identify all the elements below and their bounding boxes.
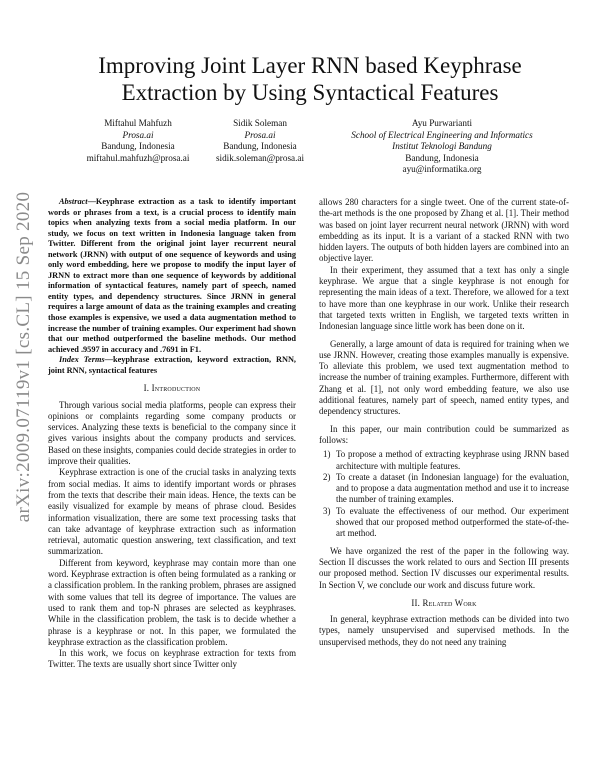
list-item — [319, 472, 569, 506]
author-email: ayu@informatika.org — [402, 164, 482, 175]
author-email: sidik.soleman@prosa.ai — [215, 152, 305, 163]
abstract — [48, 197, 296, 355]
paragraph: We have organized the rest of the paper in the following way. Section II discusses the work related to ours and Section III presents our proposed method. Section IV discusses our experimental results. In Section V, we conclude our work and discuss future work. — [319, 545, 569, 590]
left-column — [48, 197, 296, 671]
paragraph: Keyphrase extraction is one of the crucial tasks in analyzing texts from social medias. It aims to identify important words or phrases from the texts that describe their main ideas. Hence, the texts can be easily visualized for example by means of phrase cloud. Besides information visualization, there are some text processing tasks that can take advantage of keyphrase extraction such as information retrieval, automatic question answering, text classification, and text summarization. — [48, 467, 296, 557]
list-item-text: To create a dataset (in Indonesian language) for the evaluation, and to propose a data augmentation method and use it to increase the number of training examples. — [336, 471, 569, 505]
arxiv-stamp — [4, 192, 44, 522]
list-item-text: To propose a method of extracting keyphrase using JRNN based architecture with multiple features. — [336, 449, 569, 471]
section-number: I. — [143, 383, 152, 394]
section-title: Introduction — [151, 383, 201, 394]
contribution-list — [319, 449, 569, 539]
list-item-number: 3) — [323, 505, 331, 516]
list-item-number: 1) — [323, 449, 331, 460]
section-heading-introduction — [48, 383, 296, 394]
paragraph: Generally, a large amount of data is required for training when we use JRNN. However, creating those examples manually is expensive. To alleviate this problem, we used text augmentation method to increase the number of training examples. Furthermore, different with Zhang et al. [1], not only word embedding feature, we also use additional features, namely part of speech, named entity types, and dependency structures. — [319, 338, 569, 417]
author-affiliation-2: Institut Teknologi Bandung — [392, 141, 492, 152]
list-item-text: To evaluate the effectiveness of our method. Our experiment showed that our proposed method outperformed the state-of-the-art method. — [336, 505, 569, 539]
right-column — [319, 197, 569, 648]
author-block-3 — [322, 118, 562, 176]
section-title: Related Work — [422, 597, 477, 608]
list-item — [319, 449, 569, 472]
list-item-number: 2) — [323, 471, 331, 482]
index-terms-label: Index Terms — [59, 355, 105, 365]
arxiv-stamp-text: arXiv:2009.07119v1 [cs.CL] 15 Sep 2020 — [13, 191, 34, 523]
abstract-label: Abstract — [59, 197, 88, 206]
author-location: Bandung, Indonesia — [405, 152, 479, 163]
paragraph: Through various social media platforms, people can express their opinions or complaints regarding some company products or services. Analyzing these texts is beneficial to the company since it gives various insights about the company products and services. Based on these insights, companies could decide strategies in order to improve their qualities. — [48, 399, 296, 467]
abstract-text: —Keyphrase extraction as a task to identify important words or phrases from a text, is a crucial process to identify main topics when analyzing texts from a social media platform. In our study, we focus on text written in Indonesia language taken from Twitter. Different from the original joint layer recurrent neural network (JRNN) with output of one sequence of keywords and using only word embedding, here we propose to modify the input layer of JRNN to extract more than one sequence of keywords by additional information of syntactical features, namely part of speech, named entity types, and dependency structures. Since JRNN in general requires a large amount of data as the training examples and creating those examples is expensive, we used a data augmentation method to increase the number of training examples. Our experiment had shown that our method outperformed the baseline methods. Our method achieved .9597 in accuracy and .7691 in F1. — [48, 197, 296, 354]
author-name: Ayu Purwarianti — [411, 118, 473, 128]
author-location: Bandung, Indonesia — [101, 141, 175, 152]
author-email: miftahul.mahfuzh@prosa.ai — [86, 152, 190, 163]
author-block-2 — [205, 118, 315, 164]
paragraph: In this work, we focus on keyphrase extraction for texts from Twitter. The texts are usually short since Twitter only — [48, 648, 296, 670]
paragraph: Different from keyword, keyphrase may contain more than one word. Keyphrase extraction is often being formulated as a ranking or a classification problem. In the ranking problem, phrases are assigned with some values that tell its degree of importance. The values are used to rank them and top-N phrases are selected as keyphrases. While in the classification problem, the task is to decide whether a phrase is a keyphrase or not. In this paper, we formulated the keyphrase extraction as the classification problem. — [48, 557, 296, 647]
paragraph: In this paper, our main contribution could be summarized as follows: — [319, 423, 569, 445]
author-affiliation: Prosa.ai — [244, 129, 276, 140]
author-name: Miftahul Mahfuzh — [104, 118, 172, 128]
section-heading-related-work — [319, 598, 569, 609]
list-item — [319, 506, 569, 540]
author-location: Bandung, Indonesia — [223, 141, 297, 152]
author-affiliation: Prosa.ai — [122, 129, 154, 140]
index-terms — [48, 355, 296, 376]
author-affiliation: School of Electrical Engineering and Informatics — [351, 129, 533, 140]
paragraph: allows 280 characters for a single tweet. One of the current state-of-the-art methods is the one proposed by Zhang et al. [1]. Their method was based on joint layer recurrent neural network (JRNN) with word embedding as its input. It is a variant of a stacked RNN with two hidden layers. The outputs of both hidden layers are combined into an objective layer. — [319, 197, 569, 264]
author-block-1 — [68, 118, 208, 164]
section-number: II. — [411, 597, 423, 608]
paragraph: In their experiment, they assumed that a text has only a single keyphrase. We argue that a single keyphrase is not enough for representing the main ideas of a text. Therefore, we allowed for a text to have more than one keyphrase in our work. Unlike their research that targeted texts written in English, we targeted texts written in Indonesian language since little work has been done on it. — [319, 264, 569, 332]
index-terms-text: —keyphrase extraction, keyword extraction, RNN, joint RNN, syntactical features — [48, 355, 297, 375]
author-name: Sidik Soleman — [233, 118, 287, 128]
paper-title: Improving Joint Layer RNN based Keyphrase Extraction by Using Syntactical Features — [98, 53, 522, 105]
paragraph: In general, keyphrase extraction methods can be divided into two types, namely unsupervised and supervised methods. In the unsupervised methods, they do not need any training — [319, 614, 569, 647]
